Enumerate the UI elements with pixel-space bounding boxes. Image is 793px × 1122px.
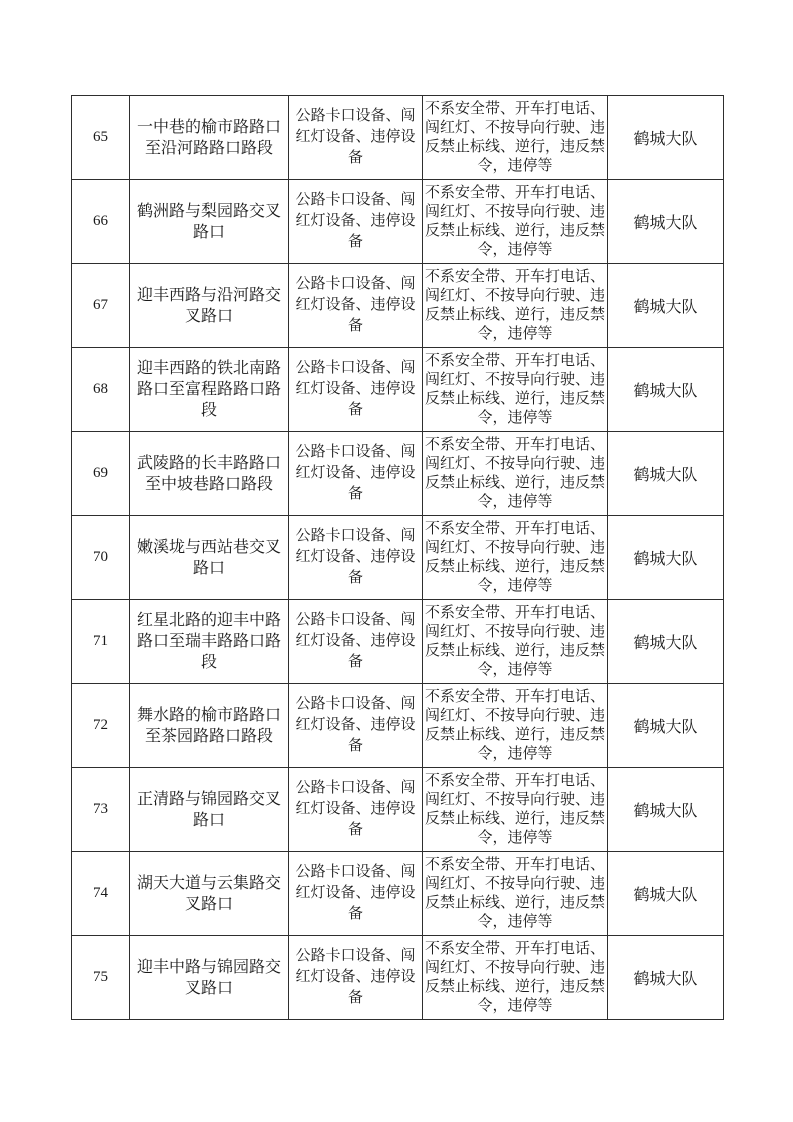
cell-equipment: 公路卡口设备、闯红灯设备、违停设备 — [289, 96, 423, 180]
cell-row-number: 67 — [72, 264, 130, 348]
cell-unit: 鹤城大队 — [608, 684, 724, 768]
table-row — [72, 852, 724, 936]
cell-row-number: 75 — [72, 936, 130, 1020]
cell-location: 武陵路的长丰路路口至中坡巷路口路段 — [130, 432, 289, 516]
cell-row-number: 65 — [72, 96, 130, 180]
cell-equipment: 公路卡口设备、闯红灯设备、违停设备 — [289, 600, 423, 684]
cell-equipment: 公路卡口设备、闯红灯设备、违停设备 — [289, 264, 423, 348]
cell-unit: 鹤城大队 — [608, 180, 724, 264]
cell-violations: 不系安全带、开车打电话、闯红灯、不按导向行驶、违反禁止标线、逆行，违反禁令，违停等 — [423, 180, 608, 264]
cell-equipment: 公路卡口设备、闯红灯设备、违停设备 — [289, 516, 423, 600]
cell-unit: 鹤城大队 — [608, 432, 724, 516]
table-row — [72, 684, 724, 768]
cell-row-number: 66 — [72, 180, 130, 264]
cell-violations: 不系安全带、开车打电话、闯红灯、不按导向行驶、违反禁止标线、逆行，违反禁令，违停等 — [423, 600, 608, 684]
cell-location: 正清路与锦园路交叉路口 — [130, 768, 289, 852]
cell-violations: 不系安全带、开车打电话、闯红灯、不按导向行驶、违反禁止标线、逆行，违反禁令，违停等 — [423, 432, 608, 516]
cell-unit: 鹤城大队 — [608, 600, 724, 684]
cell-location: 迎丰中路与锦园路交叉路口 — [130, 936, 289, 1020]
table-row — [72, 600, 724, 684]
cell-violations: 不系安全带、开车打电话、闯红灯、不按导向行驶、违反禁止标线、逆行，违反禁令，违停等 — [423, 264, 608, 348]
cell-equipment: 公路卡口设备、闯红灯设备、违停设备 — [289, 348, 423, 432]
cell-equipment: 公路卡口设备、闯红灯设备、违停设备 — [289, 936, 423, 1020]
cell-equipment: 公路卡口设备、闯红灯设备、违停设备 — [289, 432, 423, 516]
table-row — [72, 936, 724, 1020]
table-row — [72, 348, 724, 432]
table-body — [72, 96, 724, 1020]
cell-row-number: 68 — [72, 348, 130, 432]
cell-row-number: 69 — [72, 432, 130, 516]
cell-unit: 鹤城大队 — [608, 96, 724, 180]
cell-location: 嫩溪垅与西站巷交叉路口 — [130, 516, 289, 600]
cell-violations: 不系安全带、开车打电话、闯红灯、不按导向行驶、违反禁止标线、逆行，违反禁令，违停等 — [423, 684, 608, 768]
cell-violations: 不系安全带、开车打电话、闯红灯、不按导向行驶、违反禁止标线、逆行，违反禁令，违停等 — [423, 852, 608, 936]
cell-unit: 鹤城大队 — [608, 936, 724, 1020]
cell-equipment: 公路卡口设备、闯红灯设备、违停设备 — [289, 852, 423, 936]
cell-violations: 不系安全带、开车打电话、闯红灯、不按导向行驶、违反禁止标线、逆行，违反禁令，违停等 — [423, 516, 608, 600]
cell-row-number: 74 — [72, 852, 130, 936]
table-row — [72, 516, 724, 600]
cell-row-number: 72 — [72, 684, 130, 768]
table-row — [72, 180, 724, 264]
cell-row-number: 70 — [72, 516, 130, 600]
cell-violations: 不系安全带、开车打电话、闯红灯、不按导向行驶、违反禁止标线、逆行，违反禁令，违停等 — [423, 936, 608, 1020]
cell-equipment: 公路卡口设备、闯红灯设备、违停设备 — [289, 180, 423, 264]
cell-violations: 不系安全带、开车打电话、闯红灯、不按导向行驶、违反禁止标线、逆行，违反禁令，违停等 — [423, 348, 608, 432]
cell-row-number: 71 — [72, 600, 130, 684]
cell-location: 舞水路的榆市路路口至茶园路路口路段 — [130, 684, 289, 768]
table-row — [72, 432, 724, 516]
cell-unit: 鹤城大队 — [608, 348, 724, 432]
cell-violations: 不系安全带、开车打电话、闯红灯、不按导向行驶、违反禁止标线、逆行，违反禁令，违停等 — [423, 768, 608, 852]
table-row — [72, 768, 724, 852]
cell-location: 迎丰西路与沿河路交叉路口 — [130, 264, 289, 348]
cell-unit: 鹤城大队 — [608, 264, 724, 348]
cell-unit: 鹤城大队 — [608, 852, 724, 936]
cell-violations: 不系安全带、开车打电话、闯红灯、不按导向行驶、违反禁止标线、逆行，违反禁令，违停等 — [423, 96, 608, 180]
cell-location: 红星北路的迎丰中路路口至瑞丰路路口路段 — [130, 600, 289, 684]
cell-unit: 鹤城大队 — [608, 768, 724, 852]
cell-equipment: 公路卡口设备、闯红灯设备、违停设备 — [289, 768, 423, 852]
cell-location: 一中巷的榆市路路口至沿河路路口路段 — [130, 96, 289, 180]
cell-unit: 鹤城大队 — [608, 516, 724, 600]
cell-equipment: 公路卡口设备、闯红灯设备、违停设备 — [289, 684, 423, 768]
table-row — [72, 264, 724, 348]
table-row — [72, 96, 724, 180]
cell-location: 鹤洲路与梨园路交叉路口 — [130, 180, 289, 264]
enforcement-locations-table — [71, 95, 724, 1020]
cell-row-number: 73 — [72, 768, 130, 852]
cell-location: 迎丰西路的铁北南路路口至富程路路口路段 — [130, 348, 289, 432]
cell-location: 湖天大道与云集路交叉路口 — [130, 852, 289, 936]
